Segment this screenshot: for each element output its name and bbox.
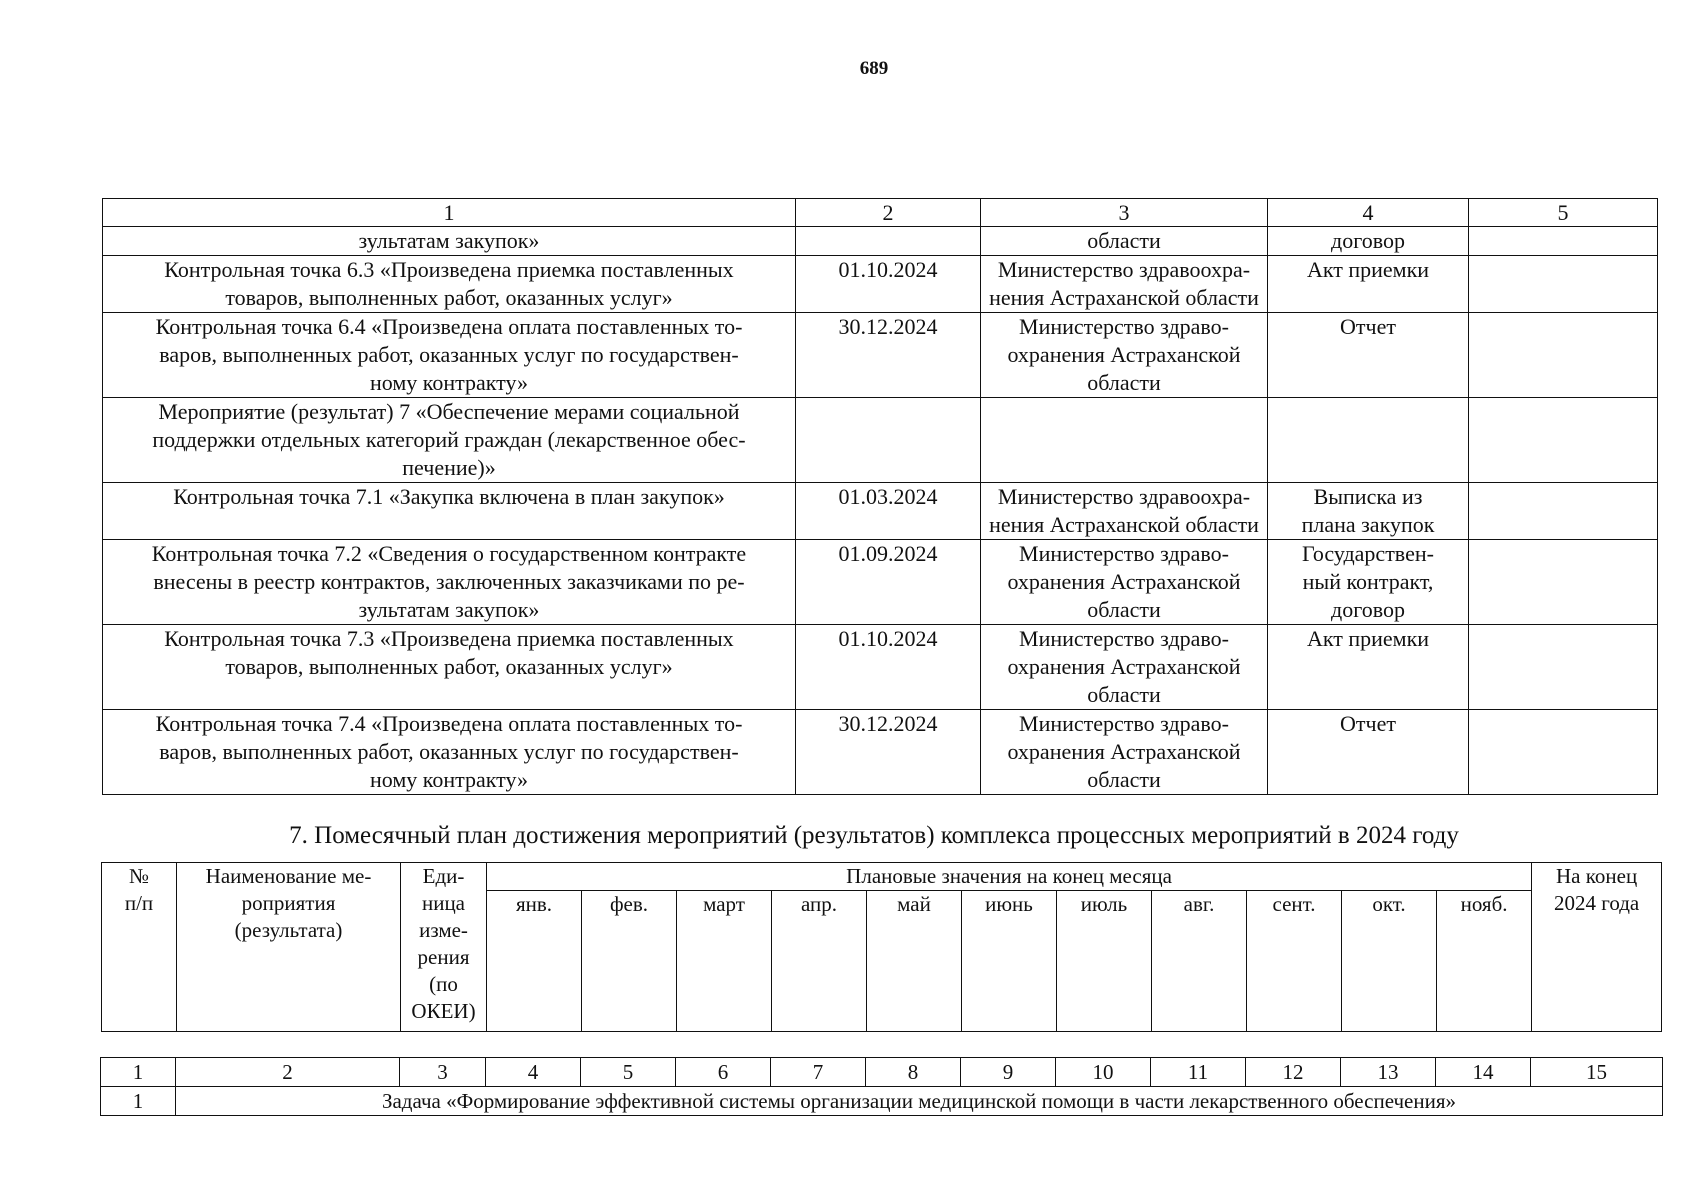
- cell-line: нения Астраханской области: [989, 512, 1259, 537]
- cell-line: Контрольная точка 7.4 «Произведена оплата поставленных то-: [155, 711, 743, 736]
- cell-line: Министерство здравоохра-: [997, 257, 1251, 282]
- document-cell: [1268, 313, 1469, 398]
- section-title: 7. Помесячный план достижения мероприятий (результатов) комплекса процессных мероприятий в 2024 году: [289, 822, 1459, 849]
- header-line: ОКЕИ): [411, 999, 476, 1023]
- monthly-plan-header-table: [101, 862, 1662, 1032]
- cell-line: нения Астраханской области: [989, 285, 1259, 310]
- table-row: [103, 710, 1658, 795]
- column-number-cell: 6: [676, 1058, 771, 1087]
- cell-line: Мероприятие (результат) 7 «Обеспечение мерами социальной: [158, 399, 740, 424]
- cell-line: охранения Астраханской: [1007, 739, 1241, 764]
- item-name-cell: [103, 710, 796, 795]
- cell-line: Министерство здраво-: [1019, 626, 1229, 651]
- responsible-cell: [981, 313, 1268, 398]
- note-cell: [1469, 398, 1658, 483]
- cell-line: зультатам закупок»: [358, 597, 540, 622]
- column-number-cell: 1: [101, 1058, 176, 1087]
- cell-line: области: [1087, 682, 1161, 707]
- cell-line: поддержки отдельных категорий граждан (лекарственное обес-: [152, 427, 746, 452]
- column-number-cell: 10: [1056, 1058, 1151, 1087]
- header-line: ница: [421, 891, 466, 915]
- cell-line: Отчет: [1340, 711, 1396, 736]
- responsible-cell: [981, 398, 1268, 483]
- header-name: [177, 863, 401, 1032]
- item-name-cell: [103, 313, 796, 398]
- monthly-plan-body-table: [100, 1057, 1663, 1116]
- cell-line: варов, выполненных работ, оказанных услуг по государствен-: [159, 342, 739, 367]
- column-number-cell: 3: [400, 1058, 486, 1087]
- cell-line: печение)»: [402, 455, 496, 480]
- column-number-cell: 15: [1531, 1058, 1663, 1087]
- note-cell: [1469, 625, 1658, 710]
- month-header: окт.: [1342, 891, 1437, 1032]
- header-line: №: [128, 864, 150, 888]
- header-line: роприятия: [241, 891, 336, 915]
- responsible-cell: [981, 710, 1268, 795]
- header-line: изме-: [419, 918, 468, 942]
- document-cell: [1268, 227, 1469, 256]
- cell-line: области: [1087, 767, 1161, 792]
- item-name-cell: [103, 398, 796, 483]
- header-line: Еди-: [422, 864, 465, 888]
- note-cell: [1469, 227, 1658, 256]
- column-number-cell: 2: [796, 199, 981, 227]
- note-cell: [1469, 483, 1658, 540]
- responsible-cell: [981, 625, 1268, 710]
- header-line: На конец: [1556, 864, 1638, 888]
- column-number-cell: 2: [176, 1058, 400, 1087]
- column-numbers-row: [101, 1058, 1663, 1087]
- cell-line: Акт приемки: [1306, 257, 1430, 282]
- column-number-cell: 13: [1341, 1058, 1436, 1087]
- cell-line: ный контракт,: [1302, 569, 1434, 594]
- cell-line: Контрольная точка 7.1 «Закупка включена в план закупок»: [173, 484, 725, 509]
- document-cell: [1268, 540, 1469, 625]
- cell-line: Контрольная точка 6.4 «Произведена оплата поставленных то-: [155, 314, 743, 339]
- cell-line: зультатам закупок»: [358, 228, 540, 253]
- item-name-cell: [103, 483, 796, 540]
- cell-line: ному контракту»: [369, 370, 529, 395]
- cell-line: товаров, выполненных работ, оказанных услуг»: [225, 285, 673, 310]
- table-row: [103, 313, 1658, 398]
- cell-line: варов, выполненных работ, оказанных услуг по государствен-: [159, 739, 739, 764]
- cell-line: области: [1087, 370, 1161, 395]
- header-line: рения: [417, 945, 470, 969]
- header-plan-values: Плановые значения на конец месяца: [487, 863, 1532, 891]
- cell-line: области: [1087, 228, 1161, 253]
- header-line: Наименование ме-: [205, 864, 372, 888]
- task-row: [101, 1087, 1663, 1116]
- header-num: [102, 863, 177, 1032]
- cell-line: ному контракту»: [369, 767, 529, 792]
- due-date-cell: 01.09.2024: [796, 540, 981, 625]
- task-number: 1: [101, 1087, 176, 1116]
- month-header: фев.: [582, 891, 677, 1032]
- cell-line: Отчет: [1340, 314, 1396, 339]
- header-line: (по: [429, 972, 458, 996]
- note-cell: [1469, 540, 1658, 625]
- month-header: май: [867, 891, 962, 1032]
- due-date-cell: 01.03.2024: [796, 483, 981, 540]
- responsible-cell: [981, 540, 1268, 625]
- responsible-cell: [981, 227, 1268, 256]
- cell-line: внесены в реестр контрактов, заключенных заказчиками по ре-: [153, 569, 745, 594]
- table-row: [103, 540, 1658, 625]
- column-number-cell: 11: [1151, 1058, 1246, 1087]
- cell-line: договор: [1331, 228, 1405, 253]
- cell-line: Министерство здравоохра-: [997, 484, 1251, 509]
- column-number-cell: 7: [771, 1058, 866, 1087]
- month-header: нояб.: [1437, 891, 1532, 1032]
- cell-line: охранения Астраханской: [1007, 654, 1241, 679]
- cell-line: Министерство здраво-: [1019, 314, 1229, 339]
- header-end-of-year: [1532, 863, 1662, 1032]
- responsible-cell: [981, 483, 1268, 540]
- document-cell: [1268, 398, 1469, 483]
- header-line: 2024 года: [1553, 891, 1640, 915]
- month-header: март: [677, 891, 772, 1032]
- due-date-cell: 01.10.2024: [796, 625, 981, 710]
- cell-line: охранения Астраханской: [1007, 342, 1241, 367]
- column-number-cell: 4: [486, 1058, 581, 1087]
- cell-line: Государствен-: [1302, 541, 1434, 566]
- cell-line: охранения Астраханской: [1007, 569, 1241, 594]
- cell-line: Акт приемки: [1306, 626, 1430, 651]
- item-name-cell: [103, 540, 796, 625]
- table-row: [103, 227, 1658, 256]
- cell-line: Министерство здраво-: [1019, 711, 1229, 736]
- table-header-row: [103, 199, 1658, 227]
- month-header: авг.: [1152, 891, 1247, 1032]
- header-unit: [401, 863, 487, 1032]
- column-number-cell: 5: [1469, 199, 1658, 227]
- month-header: июнь: [962, 891, 1057, 1032]
- month-header: янв.: [487, 891, 582, 1032]
- table-row: [103, 398, 1658, 483]
- due-date-cell: 30.12.2024: [796, 313, 981, 398]
- header-line: (результата): [234, 918, 343, 942]
- due-date-cell: 01.10.2024: [796, 256, 981, 313]
- cell-line: Выписка из: [1313, 484, 1423, 509]
- cell-line: Контрольная точка 7.3 «Произведена приемка поставленных: [164, 626, 734, 651]
- column-number-cell: 9: [961, 1058, 1056, 1087]
- column-number-cell: 1: [103, 199, 796, 227]
- cell-line: Контрольная точка 6.3 «Произведена приемка поставленных: [164, 257, 734, 282]
- note-cell: [1469, 710, 1658, 795]
- item-name-cell: [103, 227, 796, 256]
- cell-line: Министерство здраво-: [1019, 541, 1229, 566]
- cell-line: товаров, выполненных работ, оказанных услуг»: [225, 654, 673, 679]
- column-number-cell: 5: [581, 1058, 676, 1087]
- due-date-cell: 30.12.2024: [796, 710, 981, 795]
- page-number: 689: [859, 58, 889, 79]
- due-date-cell: [796, 398, 981, 483]
- table-row: [103, 256, 1658, 313]
- cell-line: плана закупок: [1301, 512, 1435, 537]
- column-number-cell: 3: [981, 199, 1268, 227]
- due-date-cell: [796, 227, 981, 256]
- note-cell: [1469, 256, 1658, 313]
- column-number-cell: 14: [1436, 1058, 1531, 1087]
- column-number-cell: 8: [866, 1058, 961, 1087]
- cell-line: договор: [1331, 597, 1405, 622]
- task-text: Задача «Формирование эффективной системы организации медицинской помощи в части лекарственного обеспечения»: [176, 1087, 1663, 1116]
- table-row: [103, 483, 1658, 540]
- table-row: [103, 625, 1658, 710]
- month-header: сент.: [1247, 891, 1342, 1032]
- document-cell: [1268, 256, 1469, 313]
- month-header: июль: [1057, 891, 1152, 1032]
- month-header: апр.: [772, 891, 867, 1032]
- note-cell: [1469, 313, 1658, 398]
- responsible-cell: [981, 256, 1268, 313]
- item-name-cell: [103, 256, 796, 313]
- header-line: п/п: [124, 891, 154, 915]
- cell-line: области: [1087, 597, 1161, 622]
- control-points-table: [102, 198, 1658, 795]
- document-cell: [1268, 625, 1469, 710]
- item-name-cell: [103, 625, 796, 710]
- document-cell: [1268, 483, 1469, 540]
- document-cell: [1268, 710, 1469, 795]
- cell-line: Контрольная точка 7.2 «Сведения о государственном контракте: [151, 541, 747, 566]
- column-number-cell: 12: [1246, 1058, 1341, 1087]
- column-number-cell: 4: [1268, 199, 1469, 227]
